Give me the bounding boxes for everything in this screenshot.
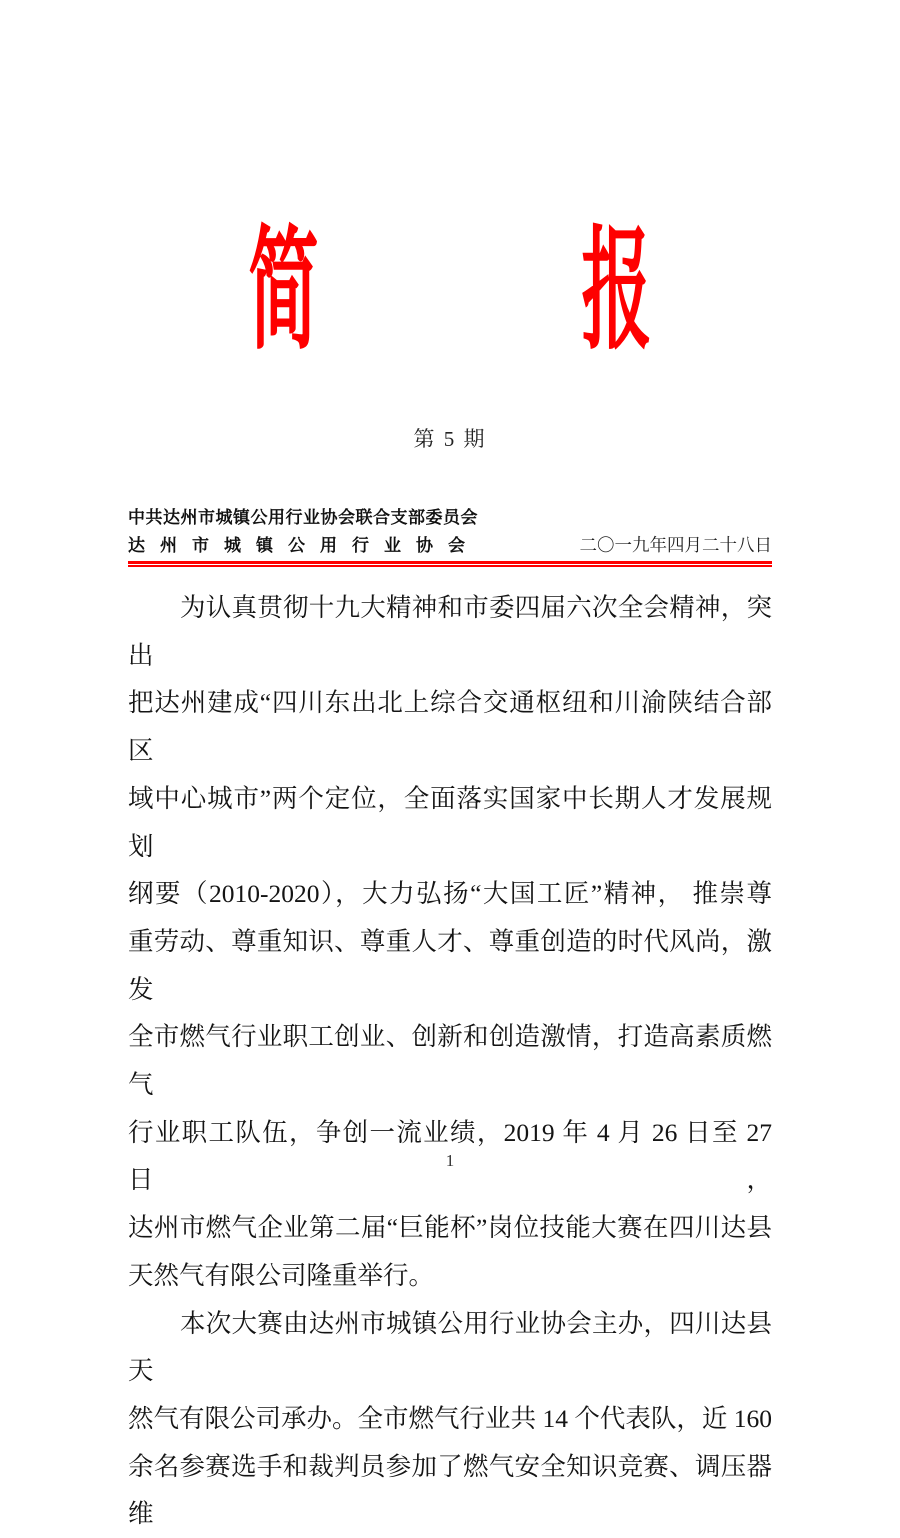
para2-line: 余名参赛选手和裁判员参加了燃气安全知识竞赛、调压器维	[128, 1451, 772, 1529]
red-divider-rule	[128, 561, 772, 567]
issue-number: 第 5 期	[413, 427, 487, 451]
org-name-line2: 达 州 市 城 镇 公 用 行 业 协 会	[128, 536, 465, 555]
masthead-title-char-2: 报	[581, 220, 652, 367]
para1-line: 把达州建成“四川东出北上综合交通枢纽和川渝陕结合部区	[128, 688, 772, 766]
issue-date: 二〇一九年四月二十八日	[579, 535, 772, 555]
masthead-title-char-1: 简	[248, 220, 319, 367]
para1-line: 域中心城市”两个定位，全面落实国家中长期人才发展规划	[128, 783, 772, 861]
para2-line: 本次大赛由达州市城镇公用行业协会主办，四川达县天	[128, 1308, 772, 1386]
masthead-title	[0, 220, 900, 367]
page-number: 1	[445, 1151, 455, 1170]
para1-line: 行业职工队伍，争创一流业绩，2019 年 4 月 26 日至 27 日，	[128, 1117, 772, 1195]
para2-line: 然气有限公司承办。全市燃气行业共 14 个代表队，近 160	[128, 1403, 772, 1433]
para1-line: 天然气有限公司隆重举行。	[128, 1260, 435, 1290]
para1-line: 全市燃气行业职工创业、创新和创造激情，打造高素质燃气	[128, 1022, 772, 1100]
masthead-header	[128, 506, 772, 567]
org-name-line1: 中共达州市城镇公用行业协会联合支部委员会	[128, 508, 478, 527]
para1-line: 达州市燃气企业第二届“巨能杯”岗位技能大赛在四川达县	[128, 1213, 772, 1243]
para1-line: 重劳动、尊重知识、尊重人才、尊重创造的时代风尚，激发	[128, 926, 772, 1004]
para1-line: 为认真贯彻十九大精神和市委四届六次全会精神，突出	[128, 593, 772, 670]
body-text	[128, 584, 772, 1538]
para1-line: 纲要（2010-2020），大力弘扬“大国工匠”精神， 推崇尊	[128, 879, 772, 909]
org-date-row	[128, 532, 772, 557]
